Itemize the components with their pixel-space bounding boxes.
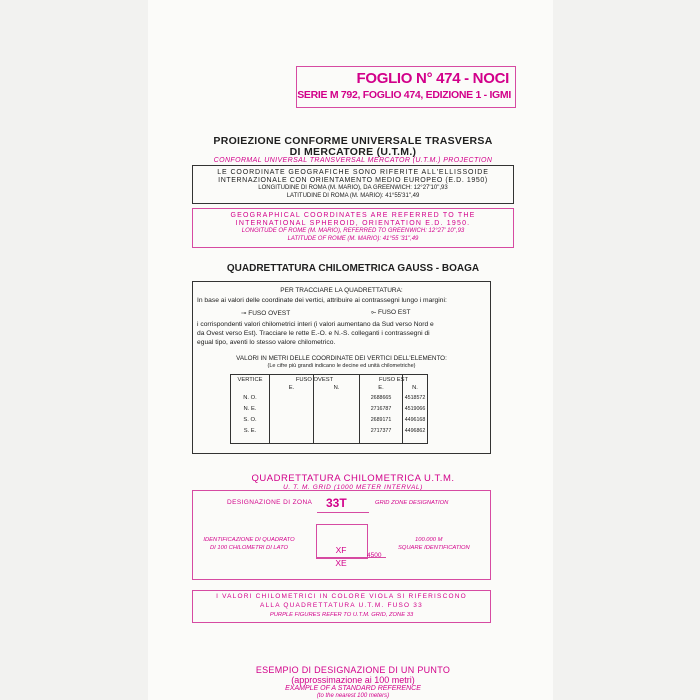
gauss-subtitle: PER TRACCIARE LA QUADRETTATURA: (280, 287, 403, 294)
note-line2: ALLA QUADRETTATURA U.T.M. FUSO 33 (260, 602, 423, 609)
square-top: XF (335, 545, 347, 555)
table-row (231, 406, 427, 417)
th-est-e: E. (378, 385, 384, 391)
example-title: ESEMPIO DI DESIGNAZIONE DI UN PUNTO (255, 665, 451, 675)
gauss-title: QUADRETTATURA CHILOMETRICA GAUSS - BOAGA (226, 263, 480, 274)
th-ovest-e: E. (288, 385, 295, 391)
gauss-para2-line2: da Ovest verso Est). Tracciare le rette E.-O. e N.-S. colleganti i contrassegni di (197, 330, 430, 337)
fuso-ovest-marker (241, 309, 290, 317)
coordinates-box-it (192, 165, 514, 204)
note-en: PURPLE FIGURES REFER TO U.T.M. GRID, ZONE 33 (269, 612, 414, 618)
zone-value: 33T (326, 496, 347, 510)
table-note: (Le cifre più grandi indicano le decine ed unità chilometriche) (267, 363, 416, 369)
example-subtitle: (approssimazione ai 100 metri) (291, 675, 415, 685)
sheet-title-box (296, 66, 516, 108)
row-est-e: 2688665 (370, 395, 392, 401)
table-row (231, 417, 427, 428)
row-vertice: N. O. (243, 395, 257, 401)
square-en-1: 100.000 M (415, 537, 443, 543)
coord-en-line4: LATITUDE OF ROME (M. MARIO): 41°55 '31",49 (287, 236, 419, 242)
coordinates-table (230, 374, 428, 444)
coord-it-line2: INTERNAZIONALE CON ORIENTAMENTO MEDIO EUROPEO (E.D. 1950) (218, 177, 488, 184)
row-vertice: S. E. (243, 428, 257, 434)
square-label-1: IDENTIFICAZIONE DI QUADRATO (203, 537, 295, 543)
th-fuso-est: FUSO EST (379, 377, 408, 383)
zone-underline (317, 512, 369, 513)
table-title: VALORI IN METRI DELLE COORDINATE DEI VERTICI DELL'ELEMENTO: (236, 355, 447, 362)
foglio-title: FOGLIO N° 474 - NOCI (356, 70, 509, 87)
fuso-ovest-symbol: ⊸ (241, 310, 247, 317)
th-ovest-n: N. (333, 385, 340, 391)
coord-it-line3: LONGITUDINE DI ROMA (M. MARIO), DA GREENWICH: 12°27'10",93 (258, 185, 448, 191)
row-est-n: 4519066 (404, 406, 426, 412)
row-est-n: 4496168 (404, 417, 426, 423)
coord-en-line2: INTERNATIONAL SPHEROID, ORIENTATION E.D. 1950. (235, 220, 471, 227)
square-bottom: XE (335, 558, 347, 568)
table-rows (231, 395, 427, 441)
projection-title-2: DI MERCATORE (U.T.M.) (289, 146, 417, 158)
gauss-box (192, 281, 491, 454)
gauss-para1: In base ai valori delle coordinate dei vertici, attribuire ai contrassegni lungo i margini: (197, 297, 447, 304)
gauss-para2-line1: i corrispondenti valori chilometrici interi (i valori aumentano da Sud verso Nord e (197, 321, 434, 328)
projection-title-1: PROIEZIONE CONFORME UNIVERSALE TRASVERSA (213, 135, 493, 147)
row-est-n: 4496862 (404, 428, 426, 434)
square-label-2: DI 100 CHILOMETRI DI LATO (209, 545, 289, 551)
row-vertice: S. O. (243, 417, 257, 423)
fuso-est-symbol: ⟜ (371, 309, 377, 316)
square-number: 4500 (367, 552, 382, 559)
fuso-est-marker (371, 309, 411, 317)
fuso-est-label: FUSO EST (378, 309, 411, 316)
utm-title: QUADRETTATURA CHILOMETRICA U.T.M. (251, 473, 455, 484)
coord-it-line4: LATITUDINE DI ROMA (M. MARIO): 41°55'31",49 (286, 193, 420, 199)
projection-title-en: CONFORMAL UNIVERSAL TRANSVERSAL MERCATOR (U.T.M.) PROJECTION (213, 157, 493, 164)
example-title-en: EXAMPLE OF A STANDARD REFERENCE (285, 685, 421, 692)
example-subtitle-en: (to the nearest 100 meters) (316, 693, 390, 699)
serie-line: SERIE M 792, FOGLIO 474, EDIZIONE 1 - IGMI (297, 89, 511, 101)
th-fuso-ovest: FUSO OVEST (295, 377, 334, 383)
coord-en-line1: GEOGRAPHICAL COORDINATES ARE REFERRED TO THE (230, 212, 476, 219)
th-est-n: N. (412, 385, 418, 391)
note-line1: I VALORI CHILOMETRICI IN COLORE VIOLA SI RIFERISCONO (216, 593, 467, 600)
square-en-2: SQUARE IDENTIFICATION (398, 545, 470, 551)
row-est-e: 2689171 (370, 417, 392, 423)
utm-zone-box (192, 490, 491, 580)
table-row (231, 395, 427, 406)
fuso-ovest-label: FUSO OVEST (248, 310, 291, 317)
coord-en-line3: LONGITUDE OF ROME (M. MARIO), REFERRED TO GREENWICH: 12°27' 10",93 (241, 228, 465, 234)
utm-note-box (192, 590, 491, 623)
row-est-e: 2717377 (370, 428, 392, 434)
coord-it-line1: LE COORDINATE GEOGRAFICHE SONO RIFERITE ALL'ELLISSOIDE (217, 169, 489, 176)
map-legend-sheet (148, 0, 553, 700)
utm-title-en: U. T. M. GRID (1000 METER INTERVAL) (283, 484, 423, 491)
zone-label-en: GRID ZONE DESIGNATION (375, 500, 449, 506)
gauss-para2-line3: egual tipo, aventi lo stesso valore chilometrico. (197, 339, 336, 346)
row-vertice: N. E. (243, 406, 257, 412)
coordinates-box-en (192, 208, 514, 248)
zone-label: DESIGNAZIONE DI ZONA (227, 499, 313, 506)
row-est-e: 2716787 (370, 406, 392, 412)
th-vertice: VERTICE (237, 377, 263, 383)
row-est-n: 4518572 (404, 395, 426, 401)
table-row (231, 428, 427, 439)
